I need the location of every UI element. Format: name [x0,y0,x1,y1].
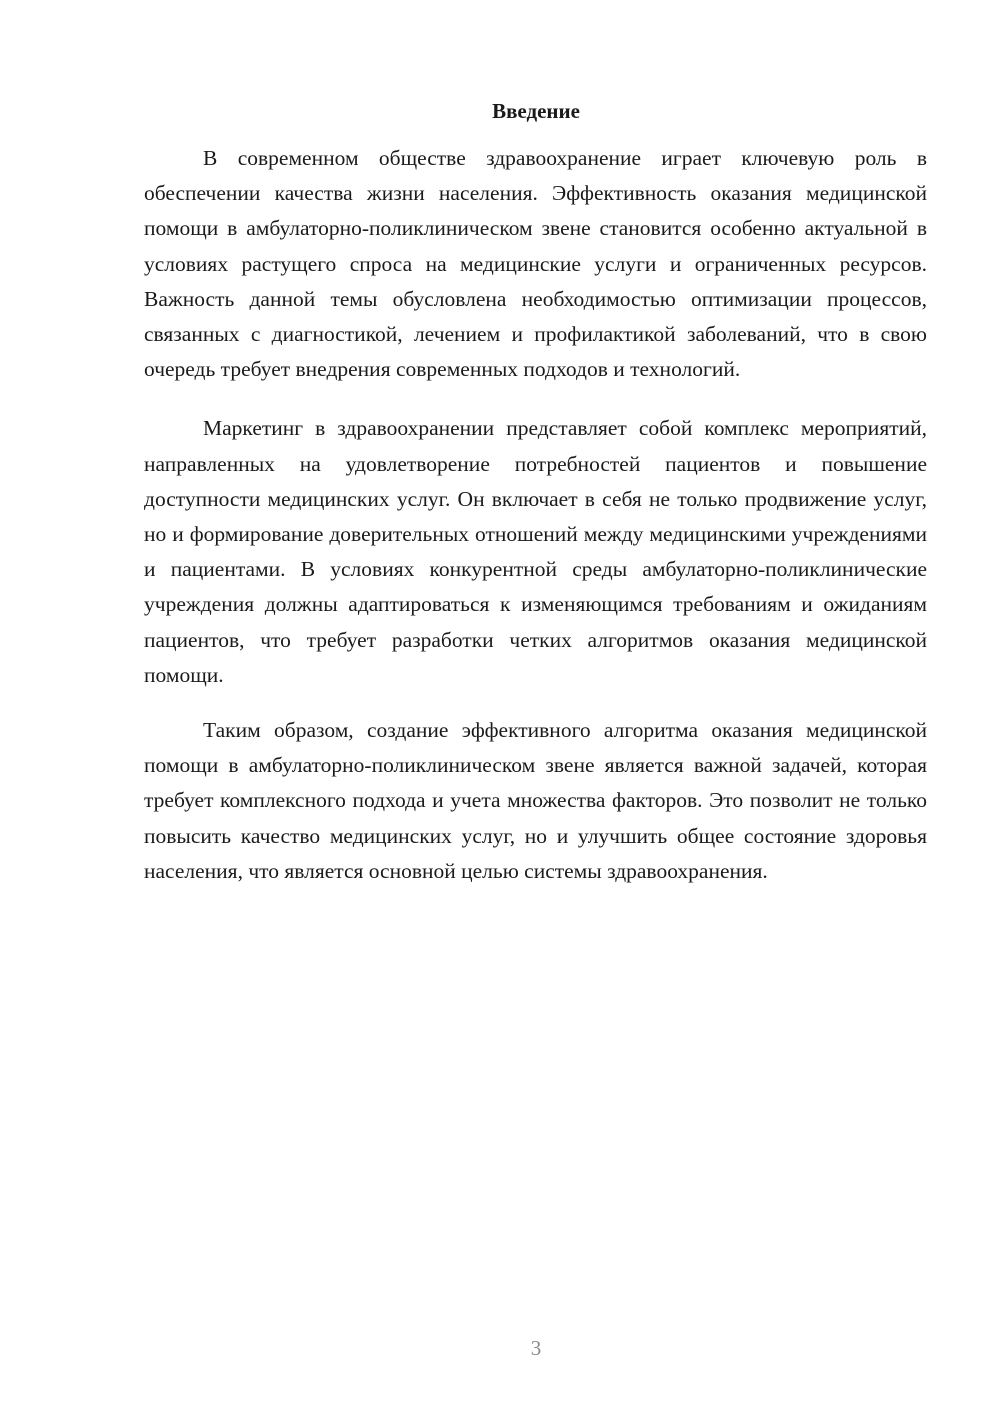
paragraph-3: Таким образом, создание эффективного алгоритма оказания медицинской помощи в амбулаторно-поликлиническом звене является важной задачей, которая требует комплексного подхода и учета множества факторов. Это позволит не только повысить качество медицинских услуг, но и улучшить общее состояние здоровья населения, что является основной целью системы здравоохранения. [144,718,927,883]
body-text [144,141,927,913]
section-heading: Введение [492,99,580,123]
page-number: 3 [530,1336,542,1360]
paragraph-2: Маркетинг в здравоохранении представляет собой комплекс мероприятий, направленных на удовлетворение потребностей пациентов и повышение доступности медицинских услуг. Он включает в себя не только продвижение услуг, но и формирование доверительных отношений между медицинскими учреждениями и пациентами. В условиях конкурентной среды амбулаторно-поликлинические учреждения должны адаптироваться к изменяющимся требованиям и ожиданиям пациентов, что требует разработки четких алгоритмов оказания медицинской помощи. [144,416,927,687]
paragraph-1: В современном обществе здравоохранение играет ключевую роль в обеспечении качества жизни населения. Эффективность оказания медицинской помощи в амбулаторно-поликлиническом звене становится особенно актуальной в условиях растущего спроса на медицинские услуги и ограниченных ресурсов. Важность данной темы обусловлена необходимостью оптимизации процессов, связанных с диагностикой, лечением и профилактикой заболеваний, что в свою очередь требует внедрения современных подходов и технологий. [144,146,927,382]
